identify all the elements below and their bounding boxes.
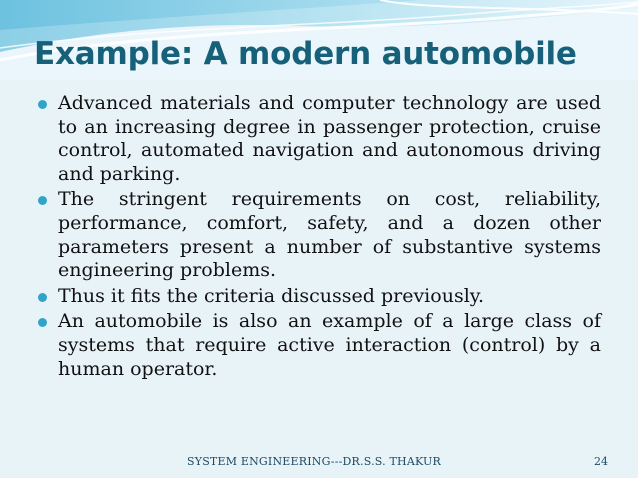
bullet-text: Thus it fits the criteria discussed previously. <box>58 284 485 307</box>
slide-footer: SYSTEM ENGINEERING---DR.S.S. THAKUR <box>187 455 441 468</box>
slide-title: Example: A modern automobile <box>34 36 577 72</box>
bullet-icon <box>38 100 47 109</box>
page-number: 24 <box>594 455 608 468</box>
bullet-text: The stringent requirements on cost, reliability, performance, comfort, safety, and a dozen other parameters present a number of substantive systems engineering problems. <box>58 188 601 282</box>
bullet-icon <box>38 196 47 205</box>
bullet-icon <box>38 318 47 327</box>
bullet-text: Advanced materials and computer technology are used to an increasing degree in passenger protection, cruise control, automated navigation and autonomous driving and parking. <box>58 92 601 185</box>
bullet-icon <box>38 293 47 302</box>
bullet-item <box>38 285 601 309</box>
bullet-item <box>38 310 601 381</box>
bullet-item <box>38 92 601 186</box>
bullet-list <box>38 92 601 383</box>
bullet-item <box>38 188 601 282</box>
bullet-text: An automobile is also an example of a large class of systems that require active interaction (control) by a human operator. <box>58 310 601 380</box>
